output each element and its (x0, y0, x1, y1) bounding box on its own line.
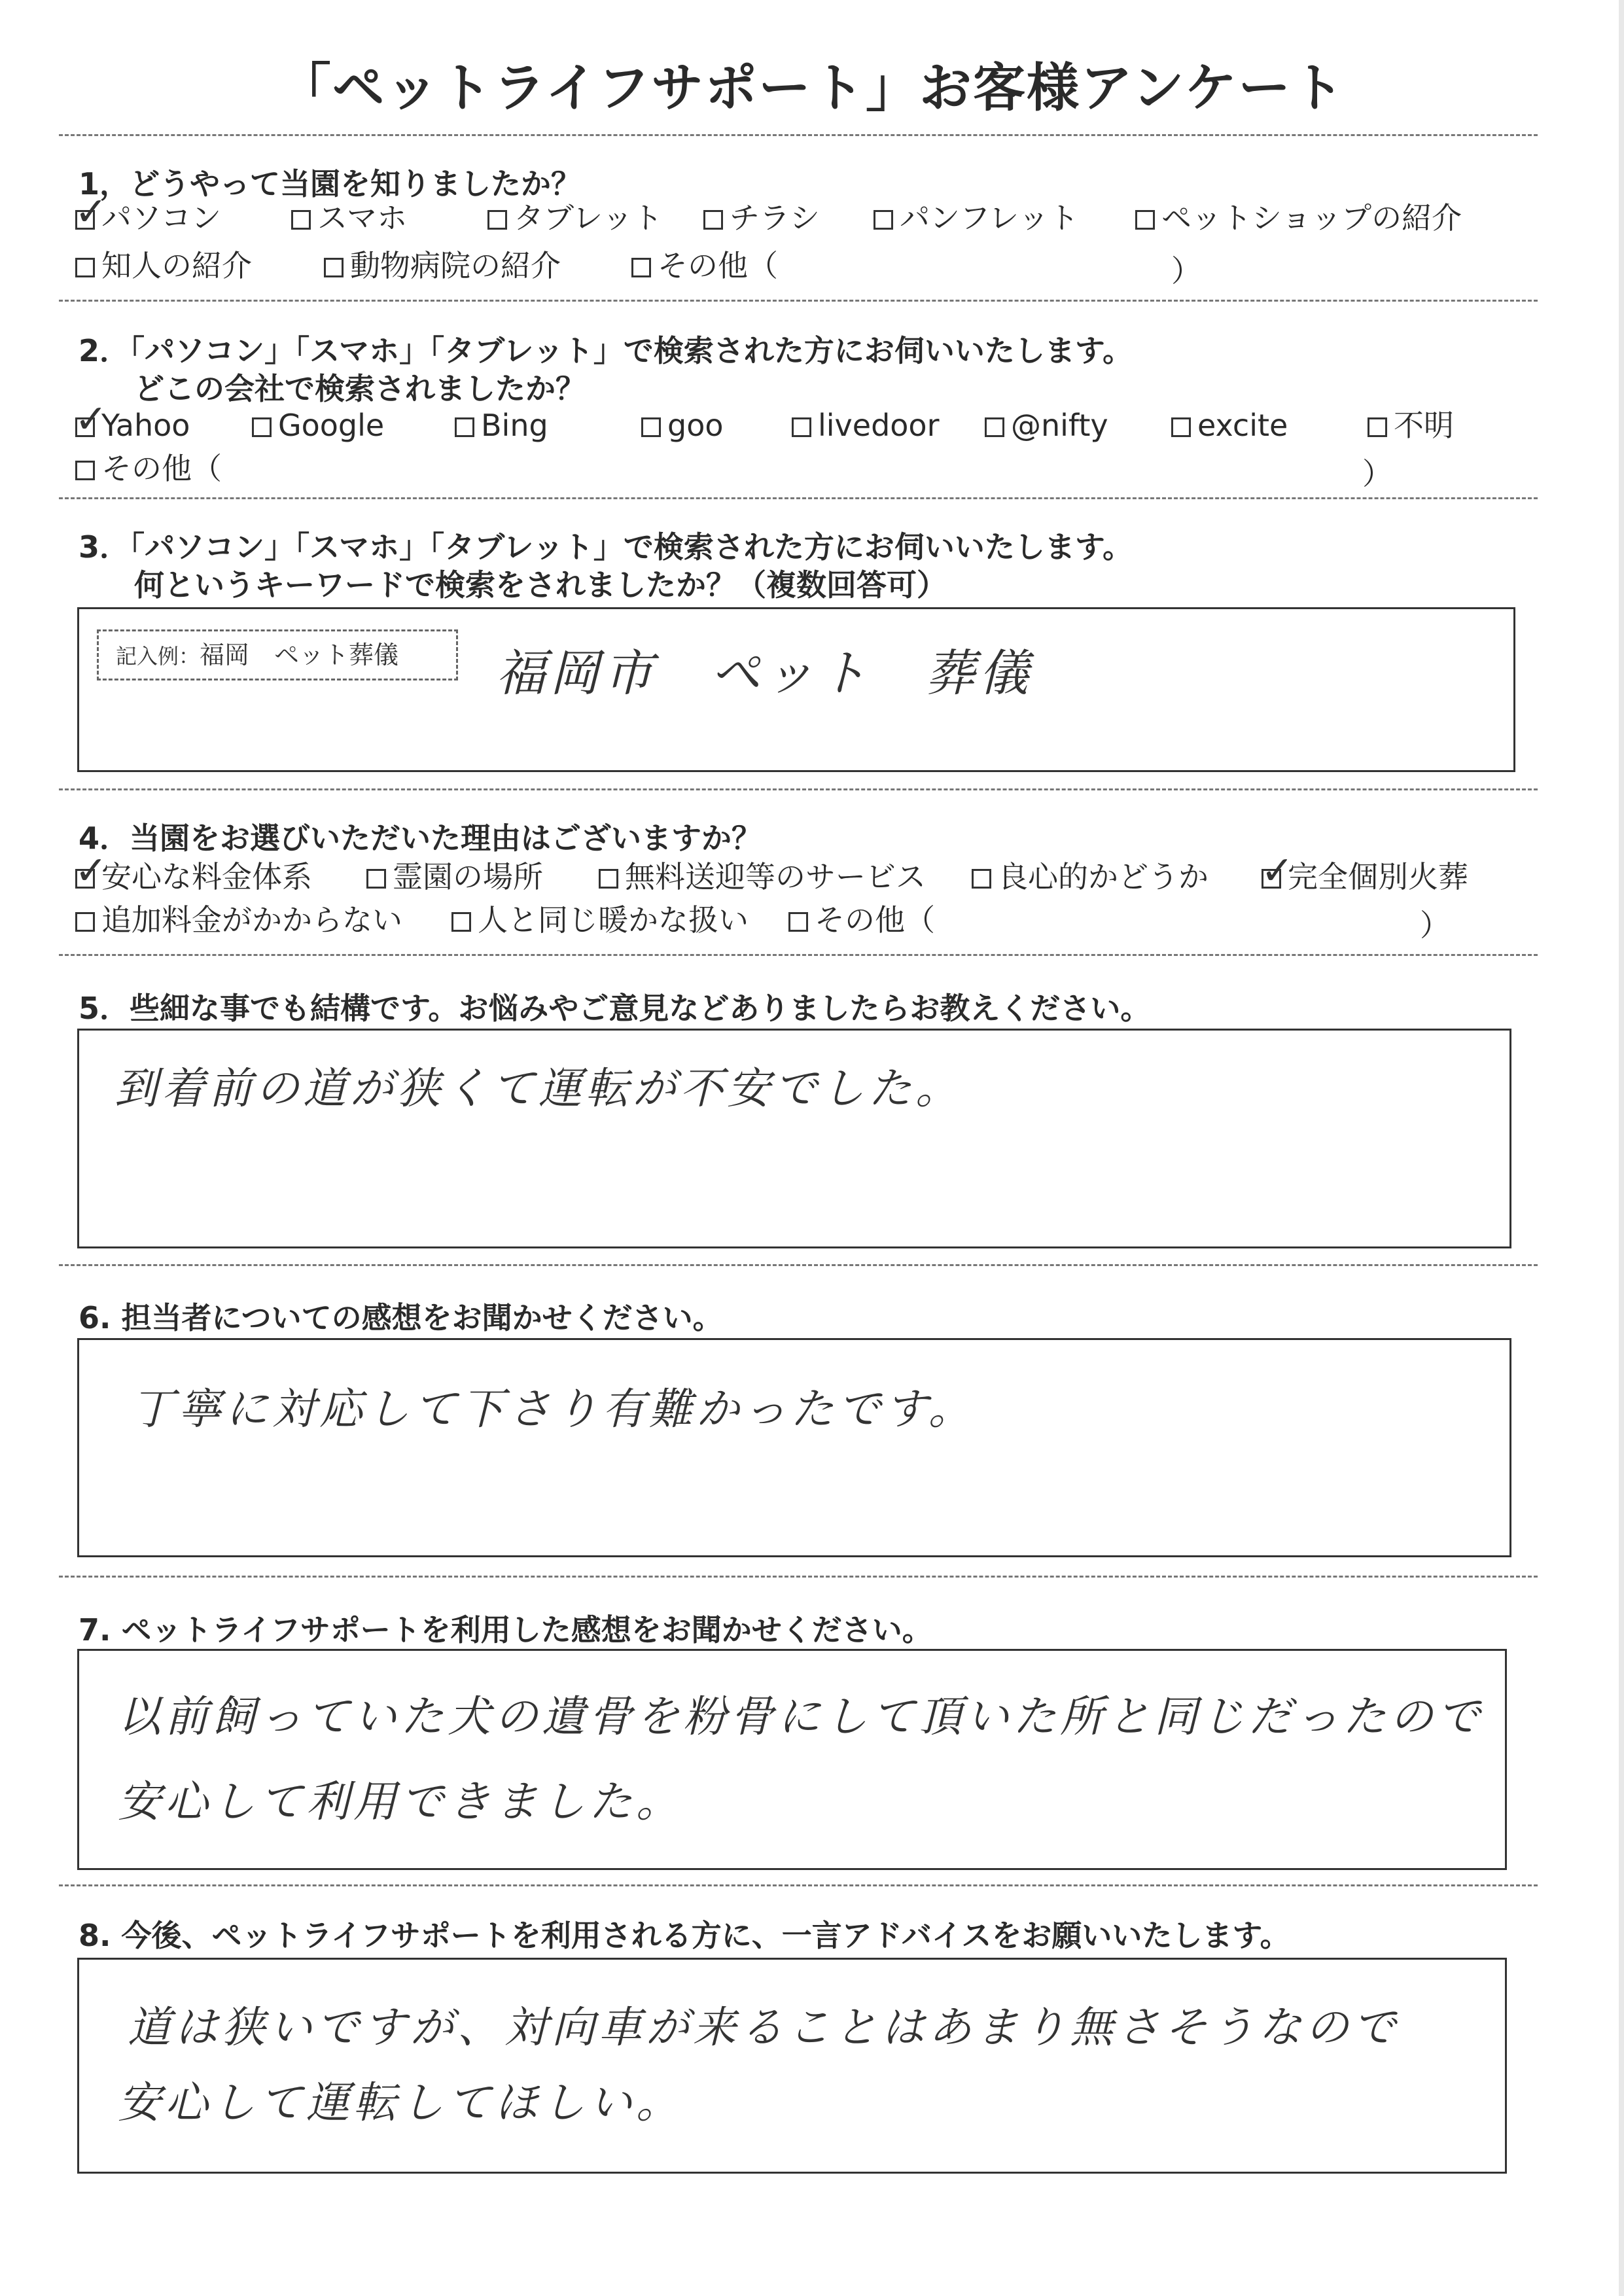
q8-handwritten-line-1: 道は狭いですが、対向車が来ることはあまり無さそうなので (128, 2002, 1400, 2053)
q4-option-other[interactable] (788, 902, 935, 938)
section-divider (59, 497, 1538, 499)
option-label: タブレット (514, 200, 663, 236)
q4-option-individual-cremation[interactable] (1261, 848, 1468, 895)
q1-option-pc[interactable] (75, 189, 222, 236)
q7-handwritten-line-2: 安心して利用できました。 (118, 1776, 683, 1827)
checkbox[interactable] (75, 189, 108, 235)
q2-question: 2．「パソコン」「スマホ」「タブレット」で検索された方にお伺いいたします。 (79, 333, 1133, 368)
q7-question: 7. ペットライフサポートを利用した感想をお聞かせください。 (79, 1612, 932, 1648)
option-label: その他（ (101, 451, 222, 486)
option-label: Yahoo (101, 408, 190, 443)
q2-option-yahoo[interactable] (75, 397, 190, 444)
option-label: 安心な料金体系 (101, 859, 312, 894)
q4-option-warm-treatment[interactable] (451, 902, 749, 938)
q4-question: 4．当園をお選びいただいた理由はございますか？ (79, 821, 762, 856)
option-label: 追加料金がかからない (101, 902, 402, 938)
option-label: 完全個別火葬 (1288, 859, 1468, 894)
page-edge-shadow (1619, 0, 1624, 2296)
q7-handwritten-line-1: 以前飼っていた犬の遺骨を粉骨にして頂いた所と同じだったので (118, 1691, 1484, 1742)
q2-option-livedoor[interactable] (792, 407, 939, 444)
q5-question: 5．些細な事でも結構です。お悩みやご意見などありましたらお教えください。 (79, 991, 1151, 1026)
q2-option-excite[interactable] (1171, 407, 1288, 444)
q3-question: 3．「パソコン」「スマホ」「タブレット」で検索された方にお伺いいたします。 (79, 529, 1133, 565)
option-label: 霊園の場所 (393, 859, 543, 894)
q2-other-close: ） (1362, 456, 1392, 491)
section-divider (59, 954, 1538, 956)
option-label: 人と同じ暖かな扱い (478, 902, 749, 938)
q1-option-other[interactable] (631, 247, 778, 284)
q1-option-flyer[interactable] (703, 200, 820, 236)
option-label: Google (278, 408, 385, 443)
option-label: 不明 (1394, 408, 1454, 443)
option-label: 動物病院の紹介 (350, 248, 561, 283)
section-divider (59, 788, 1538, 790)
checkbox[interactable] (788, 912, 808, 932)
option-label: 知人の紹介 (101, 248, 252, 283)
check-mark-icon: ✓ (75, 397, 108, 442)
option-label: 良心的かどうか (998, 859, 1209, 894)
q8-answer-box[interactable] (77, 1958, 1507, 2174)
section-divider (59, 134, 1538, 136)
checkbox[interactable] (874, 210, 893, 230)
checkbox[interactable] (75, 848, 108, 894)
q1-option-pamphlet[interactable] (874, 200, 1079, 236)
q1-option-vet[interactable] (324, 247, 561, 284)
section-divider (59, 1576, 1538, 1578)
section-divider (59, 1884, 1538, 1886)
q1-option-petshop[interactable] (1135, 200, 1462, 236)
checkbox[interactable] (1135, 210, 1155, 230)
example-text: 福岡 ペット葬儀 (200, 641, 399, 669)
checkbox[interactable] (792, 417, 811, 437)
option-label: goo (667, 408, 724, 443)
q2-option-bing[interactable] (455, 407, 548, 444)
option-label: その他（ (815, 902, 935, 938)
check-mark-icon: ✓ (1261, 848, 1294, 894)
q8-question: 8. 今後、ペットライフサポートを利用される方に、一言アドバイスをお願いいたします。 (79, 1918, 1290, 1953)
q6-question: 6. 担当者についての感想をお聞かせください。 (79, 1300, 723, 1335)
q4-option-pricing[interactable] (75, 848, 312, 895)
q4-option-free-pickup[interactable] (599, 858, 926, 895)
check-mark-icon: ✓ (75, 189, 108, 235)
q3-question-sub: 何というキーワードで検索をされましたか？（複数回答可） (134, 567, 947, 603)
option-label: livedoor (818, 408, 940, 443)
checkbox[interactable] (703, 210, 723, 230)
q3-handwritten-answer: 福岡市 ペット 葬儀 (496, 644, 1033, 702)
q4-option-conscientious[interactable] (972, 858, 1209, 895)
option-label: チラシ (730, 200, 820, 236)
option-label: ペットショップの紹介 (1161, 200, 1462, 236)
q6-handwritten-answer: 丁寧に対応して下さり有難かったです。 (131, 1384, 976, 1434)
q6-answer-box[interactable] (77, 1338, 1511, 1557)
q3-example-box (97, 629, 458, 680)
q2-option-goo[interactable] (641, 407, 724, 444)
section-divider (59, 1264, 1538, 1266)
checkbox[interactable] (455, 417, 474, 437)
checkbox[interactable] (366, 869, 386, 889)
checkbox[interactable] (75, 258, 95, 277)
q4-option-no-extra-fee[interactable] (75, 902, 402, 938)
q1-question: 1，どうやって当園を知りましたか？ (79, 166, 582, 202)
example-prefix: 記入例： (116, 644, 200, 669)
checkbox[interactable] (972, 869, 991, 889)
option-label: Bing (481, 408, 548, 443)
checkbox[interactable] (631, 258, 651, 277)
q1-other-close: ） (1171, 253, 1201, 289)
checkbox[interactable] (324, 258, 344, 277)
checkbox[interactable] (985, 417, 1004, 437)
checkbox[interactable] (487, 210, 507, 230)
checkbox[interactable] (252, 417, 272, 437)
option-label: 無料送迎等のサービス (625, 859, 926, 894)
section-divider (59, 300, 1538, 302)
q2-question-sub: どこの会社で検索されましたか？ (134, 371, 586, 406)
check-mark-icon: ✓ (75, 848, 108, 894)
q4-option-location[interactable] (366, 858, 543, 895)
option-label: その他（ (658, 248, 778, 283)
checkbox[interactable] (1261, 848, 1294, 894)
checkbox[interactable] (599, 869, 618, 889)
option-label: パンフレット (900, 200, 1079, 236)
checkbox[interactable] (75, 461, 95, 480)
checkbox[interactable] (75, 912, 95, 932)
q1-option-smartphone[interactable] (291, 200, 407, 236)
q1-option-acquaintance[interactable] (75, 247, 252, 284)
q2-option-google[interactable] (252, 407, 384, 444)
checkbox[interactable] (451, 912, 471, 932)
q5-handwritten-answer: 到着前の道が狭くて運転が不安でした。 (115, 1063, 962, 1114)
q8-handwritten-line-2: 安心して運転してほしい。 (118, 2077, 683, 2128)
q2-option-nifty[interactable] (985, 407, 1108, 444)
option-label: スマホ (317, 200, 408, 236)
q2-option-unknown[interactable] (1368, 407, 1454, 444)
q1-option-tablet[interactable] (487, 200, 663, 236)
q4-other-close: ） (1420, 908, 1450, 943)
option-label: excite (1197, 408, 1288, 443)
q2-option-other[interactable] (75, 450, 222, 487)
checkbox[interactable] (75, 397, 108, 442)
checkbox[interactable] (291, 210, 311, 230)
survey-title: 「ペットライフサポート」お客様アンケート (278, 58, 1346, 118)
checkbox[interactable] (1171, 417, 1191, 437)
option-label: @nifty (1011, 408, 1108, 443)
option-label: パソコン (101, 200, 222, 236)
checkbox[interactable] (1368, 417, 1387, 437)
checkbox[interactable] (641, 417, 661, 437)
